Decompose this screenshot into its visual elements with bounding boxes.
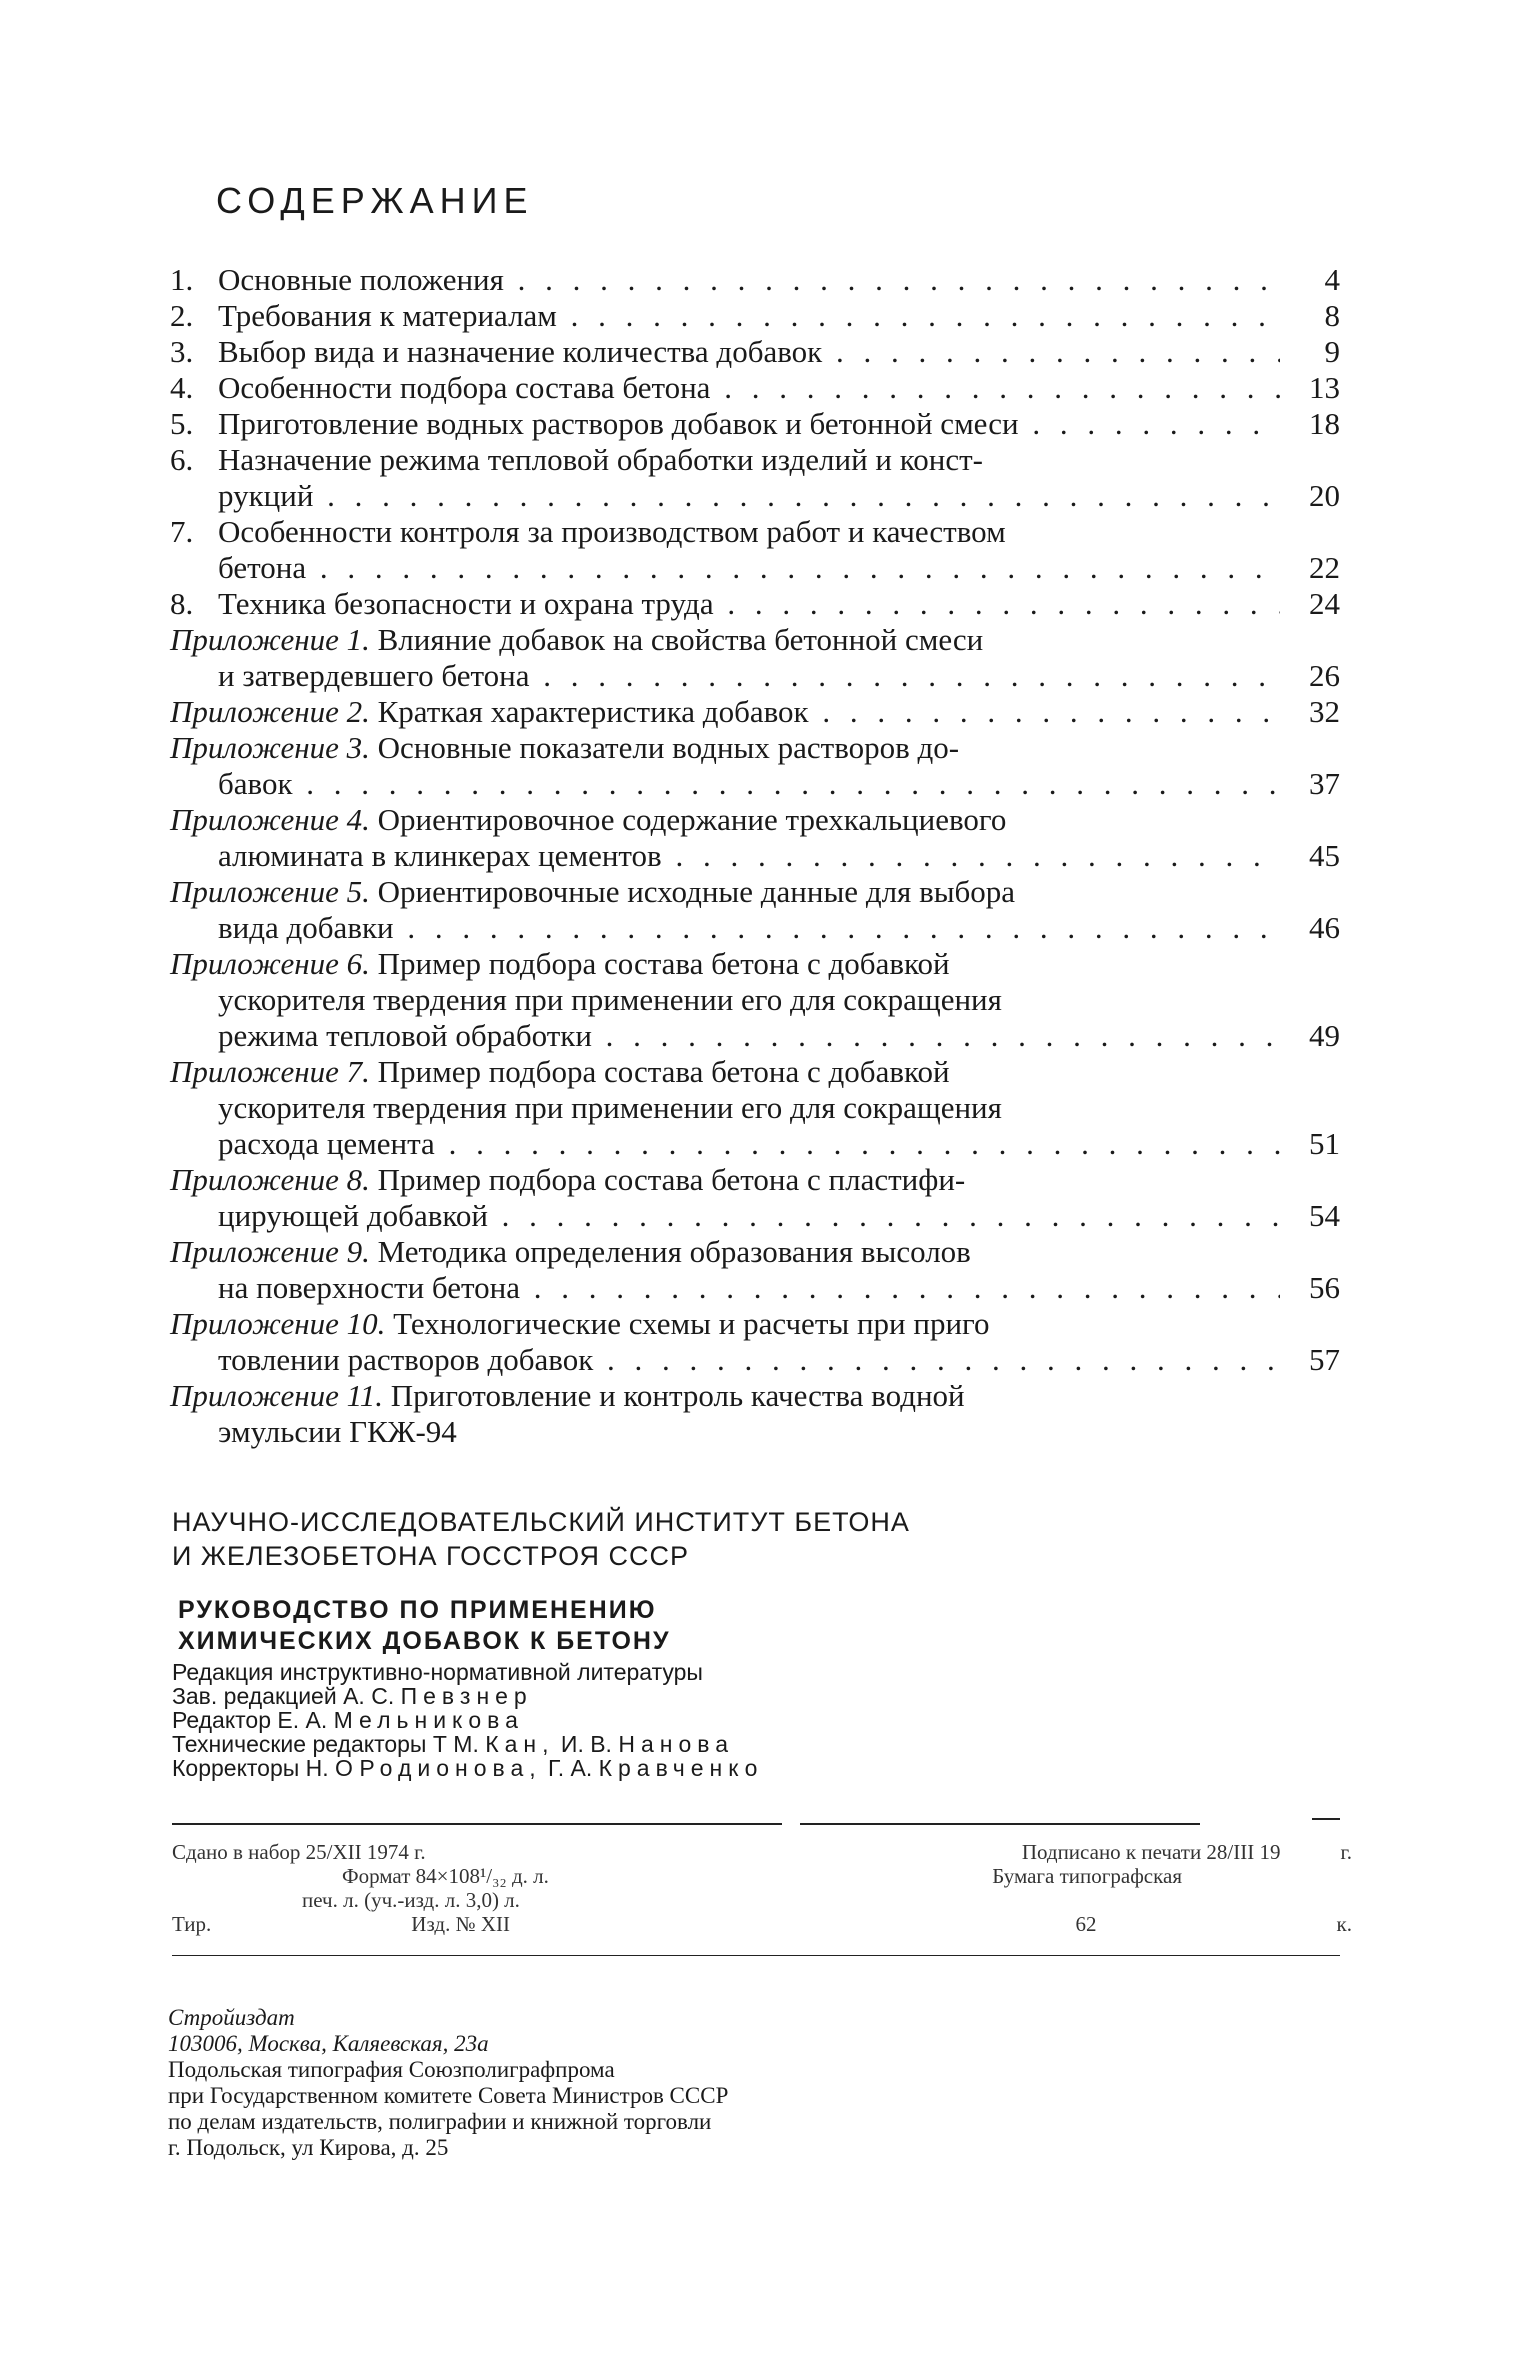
toc-number: 4. bbox=[170, 370, 194, 405]
credits bbox=[172, 1660, 763, 1780]
toc-text-line: ускорителя твердения при применении его для сокращения bbox=[218, 982, 1002, 1017]
imprint-rule-top-left bbox=[172, 1823, 782, 1825]
toc-text-line: Назначение режима тепловой обработки изделий и конст- bbox=[218, 442, 983, 477]
printer-line-2: при Государственном комитете Совета Министров СССР bbox=[168, 2083, 729, 2108]
toc-title: бавок bbox=[218, 766, 293, 801]
toc-text-line: Особенности контроля за производством работ и качеством bbox=[218, 514, 1006, 549]
corr-name-2: Кравченко bbox=[598, 1755, 764, 1781]
publisher-block bbox=[168, 2005, 728, 2161]
toc-page-number: 49 bbox=[1309, 1018, 1340, 1053]
toc-title: Особенности подбора состава бетона bbox=[218, 370, 711, 405]
toc-page-number: 46 bbox=[1309, 910, 1340, 945]
dot-leader bbox=[809, 694, 1280, 729]
toc-title: на поверхности бетона bbox=[218, 1270, 521, 1305]
toc-entry bbox=[170, 586, 1340, 622]
toc-title: алюмината в клинкерах цементов bbox=[218, 838, 662, 873]
technical-editors bbox=[172, 1732, 763, 1756]
corr-mid: Г. А. bbox=[548, 1755, 593, 1781]
toc-entry bbox=[170, 1054, 1340, 1162]
toc-page-number: 22 bbox=[1309, 550, 1340, 585]
tech-mid: И. В. bbox=[560, 1731, 612, 1757]
printer-line-3: по делам издательств, полиграфии и книжной торговли bbox=[168, 2109, 712, 2134]
circulation: Тир. bbox=[172, 1912, 212, 1936]
dot-leader bbox=[1019, 406, 1280, 441]
table-of-contents bbox=[170, 262, 1340, 1450]
toc-entry bbox=[170, 1234, 1340, 1306]
dot-leader bbox=[293, 766, 1280, 801]
head-of-editorial bbox=[172, 1684, 763, 1708]
toc-page-number: 32 bbox=[1309, 694, 1340, 729]
toc-text-line: Ориентировочные исходные данные для выбора bbox=[377, 874, 1016, 909]
price-suffix: к. bbox=[1336, 1912, 1352, 1936]
toc-title: вида добавки bbox=[218, 910, 394, 945]
toc-entry bbox=[170, 694, 1340, 730]
toc-text-line: Методика определения образования высолов bbox=[377, 1234, 971, 1269]
dot-leader bbox=[530, 658, 1281, 693]
book-title bbox=[178, 1595, 671, 1657]
toc-number: 2. bbox=[170, 298, 194, 333]
publisher-name: Стройиздат bbox=[168, 2005, 295, 2030]
toc-number: 7. bbox=[170, 514, 194, 549]
corr-name-1: Родионова, bbox=[359, 1755, 542, 1781]
print-sheets: печ. л. (уч.-изд. л. 3,0) л. bbox=[302, 1888, 520, 1912]
toc-appendix-label: Приложение 7. bbox=[170, 1054, 370, 1089]
toc-entry bbox=[170, 730, 1340, 802]
toc-text-line: Пример подбора состава бетона с добавкой bbox=[377, 946, 950, 981]
imprint-block bbox=[172, 1840, 1352, 1936]
toc-entry bbox=[170, 802, 1340, 874]
toc-entry bbox=[170, 370, 1340, 406]
toc-text-line: Ориентировочное содержание трехкальциевого bbox=[377, 802, 1007, 837]
toc-page-number: 26 bbox=[1309, 658, 1340, 693]
toc-entry bbox=[170, 946, 1340, 1054]
signed-date: Подписано к печати 28/III 19 bbox=[1021, 1840, 1281, 1864]
toc-text-line: Основные показатели водных растворов до- bbox=[377, 730, 960, 765]
publisher-address: 103006, Москва, Каляевская, 23а bbox=[168, 2031, 489, 2056]
dot-leader bbox=[306, 550, 1280, 585]
head-name: Певзнер bbox=[400, 1683, 533, 1709]
toc-entry bbox=[170, 1378, 1340, 1450]
toc-appendix-label: Приложение 1. bbox=[170, 622, 370, 657]
toc-entry bbox=[170, 1162, 1340, 1234]
paper: Бумага типографская bbox=[992, 1864, 1182, 1888]
toc-text-line: ускорителя твердения при применении его для сокращения bbox=[218, 1090, 1002, 1125]
book-title-line-2: ХИМИЧЕСКИХ ДОБАВОК К БЕТОНУ bbox=[178, 1627, 671, 1655]
toc-entry bbox=[170, 262, 1340, 298]
dot-leader bbox=[592, 1018, 1280, 1053]
toc-appendix-label: Приложение 10. bbox=[170, 1306, 386, 1341]
dot-leader bbox=[394, 910, 1280, 945]
toc-title: Выбор вида и назначение количества добавок bbox=[218, 334, 823, 369]
toc-entry bbox=[170, 298, 1340, 334]
toc-entry bbox=[170, 514, 1340, 586]
editor-name: Мельникова bbox=[333, 1707, 524, 1733]
format: Формат 84×108¹/₃₂ д. л. bbox=[342, 1864, 549, 1888]
toc-number: 1. bbox=[170, 262, 194, 297]
toc-title: Основные положения bbox=[218, 262, 504, 297]
toc-entry bbox=[170, 1306, 1340, 1378]
dot-leader bbox=[313, 478, 1280, 513]
toc-entry bbox=[170, 334, 1340, 370]
typeset-date: Сдано в набор 25/XII 1974 г. bbox=[172, 1840, 426, 1864]
institute-line-2: И ЖЕЛЕЗОБЕТОНА ГОССТРОЯ СССР bbox=[172, 1541, 690, 1571]
toc-appendix-label: Приложение 3. bbox=[170, 730, 370, 765]
toc-page-number: 37 bbox=[1309, 766, 1340, 801]
year-suffix: г. bbox=[1340, 1840, 1352, 1864]
dot-leader bbox=[662, 838, 1280, 873]
toc-entry bbox=[170, 622, 1340, 694]
toc-appendix-label: Приложение 2. bbox=[170, 694, 370, 729]
dot-leader bbox=[488, 1198, 1280, 1233]
toc-number: 5. bbox=[170, 406, 194, 441]
toc-page-number: 56 bbox=[1309, 1270, 1340, 1305]
institute-name bbox=[172, 1505, 910, 1573]
dot-leader bbox=[520, 1270, 1280, 1305]
imprint-rule-top-right bbox=[800, 1823, 1200, 1825]
toc-page-number: 13 bbox=[1309, 370, 1340, 405]
toc-page-number: 8 bbox=[1324, 298, 1340, 333]
book-title-line-1: РУКОВОДСТВО ПО ПРИМЕНЕНИЮ bbox=[178, 1596, 657, 1624]
toc-appendix-label: Приложение 11. bbox=[170, 1378, 384, 1413]
toc-appendix-label: Приложение 5. bbox=[170, 874, 370, 909]
toc-page-number: 20 bbox=[1309, 478, 1340, 513]
dot-leader bbox=[557, 298, 1280, 333]
toc-number: 6. bbox=[170, 442, 194, 477]
head-label: Зав. редакцией А. С. bbox=[172, 1683, 395, 1709]
toc-title: режима тепловой обработки bbox=[218, 1018, 592, 1053]
toc-appendix-label: Приложение 8. bbox=[170, 1162, 370, 1197]
toc-title: рукций bbox=[218, 478, 314, 513]
toc-number: 8. bbox=[170, 586, 194, 621]
order-number: 62 bbox=[1075, 1912, 1097, 1936]
dot-leader bbox=[710, 370, 1280, 405]
toc-text-line: Пример подбора состава бетона с добавкой bbox=[377, 1054, 950, 1089]
toc-title: эмульсии ГКЖ-94 bbox=[218, 1414, 457, 1449]
printer-line-1: Подольская типография Союзполиграфпрома bbox=[168, 2057, 615, 2082]
toc-title: бетона bbox=[218, 550, 307, 585]
toc-text-line: Пример подбора состава бетона с пластифи- bbox=[377, 1162, 966, 1197]
corr-label: Корректоры Н. О bbox=[172, 1755, 353, 1781]
toc-page-number: 45 bbox=[1309, 838, 1340, 873]
imprint-rule-top-end bbox=[1312, 1818, 1340, 1820]
edition-number: Изд. № XII bbox=[411, 1912, 511, 1936]
toc-page-number: 57 bbox=[1309, 1342, 1340, 1377]
toc-page-number: 18 bbox=[1309, 406, 1340, 441]
toc-entry bbox=[170, 874, 1340, 946]
toc-title: Техника безопасности и охрана труда bbox=[218, 586, 714, 621]
toc-title: Приготовление водных растворов добавок и бетонной смеси bbox=[218, 406, 1019, 441]
toc-entry bbox=[170, 442, 1340, 514]
dot-leader bbox=[822, 334, 1280, 369]
toc-title: расхода цемента bbox=[218, 1126, 435, 1161]
toc-page-number: 51 bbox=[1309, 1126, 1340, 1161]
dot-leader bbox=[504, 262, 1280, 297]
toc-text-line: Приготовление и контроль качества водной bbox=[390, 1378, 965, 1413]
correctors bbox=[172, 1756, 763, 1780]
editor-label: Редактор Е. А. bbox=[172, 1707, 328, 1733]
imprint-rule-bottom-right bbox=[900, 1955, 1340, 1956]
tech-label: Технические редакторы Т М. bbox=[172, 1731, 479, 1757]
editorial-office: Редакция инструктивно-нормативной литературы bbox=[172, 1659, 703, 1685]
toc-appendix-label: Приложение 4. bbox=[170, 802, 370, 837]
dot-leader bbox=[593, 1342, 1280, 1377]
institute-line-1: НАУЧНО-ИССЛЕДОВАТЕЛЬСКИЙ ИНСТИТУТ БЕТОНА bbox=[172, 1507, 910, 1537]
dot-leader bbox=[435, 1126, 1280, 1161]
toc-title: и затвердевшего бетона bbox=[218, 658, 530, 693]
page-title: СОДЕРЖАНИЕ bbox=[216, 180, 534, 221]
toc-appendix-label: Приложение 9. bbox=[170, 1234, 370, 1269]
toc-title: цирующей добавкой bbox=[218, 1198, 488, 1233]
editor bbox=[172, 1708, 763, 1732]
toc-entry bbox=[170, 406, 1340, 442]
toc-number: 3. bbox=[170, 334, 194, 369]
toc-page-number: 54 bbox=[1309, 1198, 1340, 1233]
toc-title: товлении растворов добавок bbox=[218, 1342, 594, 1377]
toc-title: Требования к материалам bbox=[218, 298, 557, 333]
toc-text-line: Технологические схемы и расчеты при приго bbox=[393, 1306, 990, 1341]
toc-appendix-label: Приложение 6. bbox=[170, 946, 370, 981]
tech-name-1: Кан, bbox=[485, 1731, 555, 1757]
toc-page-number: 4 bbox=[1324, 262, 1340, 297]
toc-page-number: 24 bbox=[1309, 586, 1340, 621]
toc-page-number: 9 bbox=[1324, 334, 1340, 369]
imprint-rule-bottom-left bbox=[172, 1955, 922, 1956]
printer-line-4: г. Подольск, ул Кирова, д. 25 bbox=[168, 2135, 449, 2160]
tech-name-2: Нанова bbox=[618, 1731, 734, 1757]
toc-text-line: Влияние добавок на свойства бетонной смеси bbox=[377, 622, 984, 657]
toc-title: Краткая характеристика добавок bbox=[377, 694, 809, 729]
dot-leader bbox=[714, 586, 1280, 621]
